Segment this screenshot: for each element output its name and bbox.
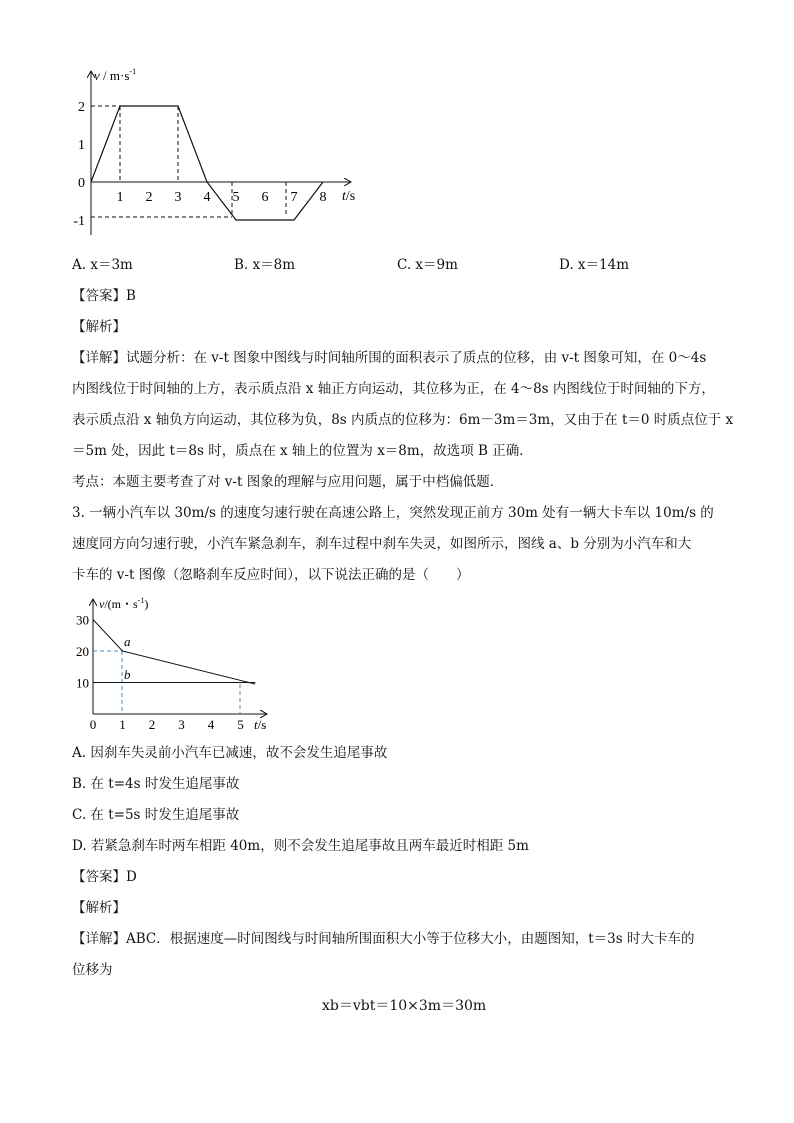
q3-detail-line: 位移为 <box>72 962 113 978</box>
x-tick-label: 6 <box>261 190 269 205</box>
y-tick-labels <box>76 613 89 691</box>
y-tick-label: 30 <box>76 612 89 628</box>
y-tick-label: 20 <box>76 644 89 659</box>
q3-analysis-tag: 【解析】 <box>72 900 126 916</box>
y-tick-label: 2 <box>78 100 85 115</box>
y-axis-label: v/(m・$s^{-1}$) <box>99 596 149 611</box>
x-tick-label: 0 <box>89 717 97 732</box>
q2-detail-line: 内图线位于时间轴的上方，表示质点沿 x 轴正方向运动，其位移为正，在 4～8s 内图线位于时间轴的下方， <box>72 381 715 397</box>
q2-detail-line: 表示质点沿 x 轴负方向运动，其位移为负，8s 内质点的位移为：6m－3m＝3m，又由于在 t＝0 时质点位于 x <box>72 412 734 428</box>
q3-formula: xb＝vbt＝10×3m＝30m <box>322 998 487 1014</box>
q3-detail-line: 【详解】ABC．根据速度—时间图线与时间轴所围面积大小等于位移大小，由题图知，t＝3s 时大卡车的 <box>72 931 695 947</box>
x-tick-label: 4 <box>207 717 215 732</box>
q3-answer: 【答案】D <box>72 869 137 885</box>
q2-option-d: D. x＝14m <box>559 257 630 273</box>
line-a <box>93 620 255 685</box>
q3-option-a: A. 因刹车失灵前小汽车已减速，故不会发生追尾事故 <box>72 745 388 761</box>
x-tick-label: 3 <box>178 717 185 732</box>
q2-kaodian: 考点：本题主要考查了对 v-t 图象的理解与应用问题，属于中档偏低题． <box>72 474 504 490</box>
q3-option-d: D. 若紧急刹车时两车相距 40m，则不会发生追尾事故且两车最近时相距 5m <box>72 838 529 854</box>
y-tick-label: 0 <box>78 176 85 191</box>
q3-option-b: B. 在 t=4s 时发生追尾事故 <box>72 776 240 792</box>
q2-detail-line: 【详解】试题分析：在 v-t 图象中图线与时间轴所围的面积表示了质点的位移，由 v-t 图象可知，在 0～4s <box>72 350 707 366</box>
x-tick-label: 4 <box>203 190 211 205</box>
q2-answer: 【答案】B <box>72 288 136 304</box>
q3-stem-line: 3. 一辆小汽车以 30m/s 的速度匀速行驶在高速公路上，突然发现正前方 30m 处有一辆大卡车以 10m/s 的 <box>72 505 714 521</box>
q2-analysis-tag: 【解析】 <box>72 319 126 335</box>
q3-option-c: C. 在 t=5s 时发生追尾事故 <box>72 807 240 823</box>
q3-stem-line: 卡车的 v-t 图像（忽略刹车反应时间），以下说法正确的是（ ） <box>72 567 470 583</box>
q3-stem-line: 速度同方向匀速行驶，小汽车紧急刹车，刹车过程中刹车失灵，如图所示，图线 a、b 分别为小汽车和大 <box>72 536 692 552</box>
y-tick-label: -1 <box>73 214 85 229</box>
vt-graph-2 <box>68 594 288 736</box>
y-tick-label: 1 <box>78 138 85 153</box>
q2-option-a: A. x＝3m <box>72 257 133 273</box>
x-tick-label: 3 <box>174 190 182 205</box>
x-axis-label: t/s <box>254 717 267 732</box>
y-tick-labels <box>73 100 85 229</box>
x-tick-label: 5 <box>237 717 244 732</box>
q2-option-b: B. x＝8m <box>234 257 296 273</box>
series-label-a: a <box>124 634 131 649</box>
x-tick-label: 1 <box>119 717 126 732</box>
x-axis-label: t/s <box>342 189 356 204</box>
y-axis-label: $v / m\cdot s^{-1}$ <box>94 67 137 83</box>
x-tick-label: 5 <box>232 190 240 205</box>
x-tick-labels <box>117 190 327 205</box>
x-tick-label: 7 <box>290 190 298 205</box>
x-tick-label: 2 <box>145 190 153 205</box>
x-tick-label: 1 <box>116 190 124 205</box>
q2-option-c: C. x＝9m <box>397 257 458 273</box>
q2-detail-line: ＝5m 处，因此 t＝8s 时，质点在 x 轴上的位置为 x＝8m，故选项 B 正确． <box>72 443 533 459</box>
series-label-b: b <box>124 667 131 682</box>
vt-graph-1 <box>60 60 370 250</box>
y-tick-label: 10 <box>76 675 89 691</box>
x-tick-label: 8 <box>319 190 327 205</box>
x-tick-labels <box>90 717 244 732</box>
x-tick-label: 2 <box>148 717 156 732</box>
